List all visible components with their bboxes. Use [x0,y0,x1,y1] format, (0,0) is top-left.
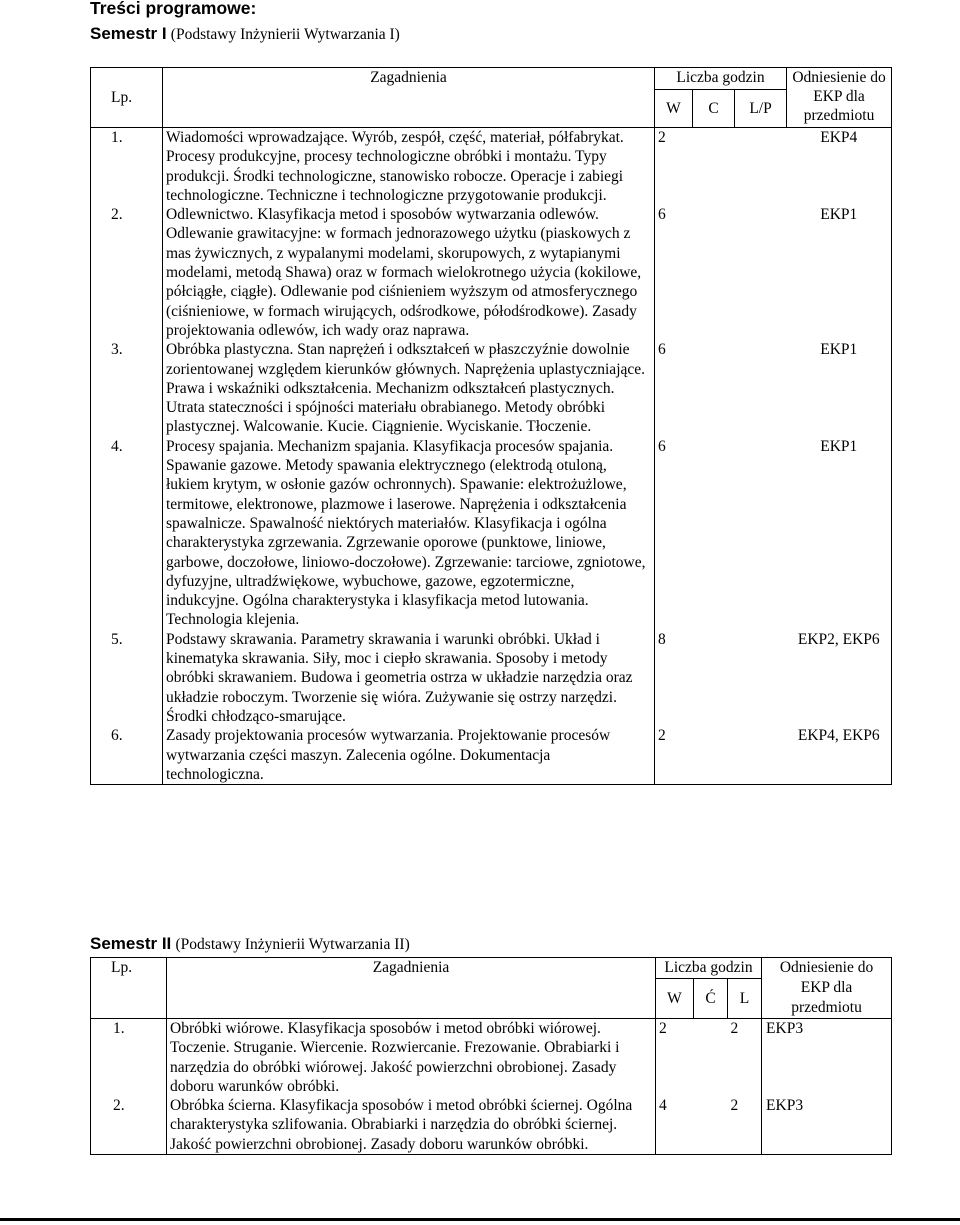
row-ekp-ref: EKP1 [787,205,892,340]
row-hours-c [693,726,735,784]
c-header: Ć [694,978,728,1018]
row-number: 5. [91,630,163,726]
topics-header-cont [163,90,655,128]
bottom-rule [0,1218,960,1221]
table-row [91,1096,892,1154]
semester-2-table [90,957,892,1155]
semester-1-subtitle: (Podstawy Inżynierii Wytwarzania I) [170,26,400,43]
row-number: 1. [91,1019,167,1097]
table-row [91,340,892,436]
lp-header: Lp. [91,68,163,128]
ref-header: Odniesienie do EKP dla przedmiotu [762,958,892,1019]
semester-2-subtitle: (Podstawy Inżynierii Wytwarzania II) [175,936,410,953]
table-row [91,1019,892,1097]
row-ekp-ref: EKP4, EKP6 [787,726,892,784]
table-row [91,128,892,206]
row-ekp-ref: EKP3 [762,1019,892,1097]
row-number: 2. [91,205,163,340]
row-hours-c [693,205,735,340]
semester-2-title [90,934,410,954]
row-ekp-ref: EKP3 [762,1096,892,1154]
row-hours-l [735,726,787,784]
row-hours-c [693,340,735,436]
c-header: C [693,90,735,128]
hours-header: Liczba godzin [656,958,762,979]
row-number: 6. [91,726,163,784]
row-topic: Podstawy skrawania. Parametry skrawania i warunki obróbki. Układ i kinematyka skrawania. Siły, moc i ciepło skrawania. Sposoby i metody obróbki skrawaniem. Budowa i geometria ostrza w układzie narzędzia oraz układzie roboczym. Tworzenie się wióra. Zużywanie się ostrzy narzędzi. Środki chłodząco-smarujące. [163,630,655,726]
row-number: 3. [91,340,163,436]
row-number: 2. [91,1096,167,1154]
row-hours-c [694,1019,728,1097]
lp-header: Lp. [91,958,167,1019]
row-hours-l [735,630,787,726]
semester-1-label: Semestr I [90,24,167,43]
row-hours-c [693,630,735,726]
w-header: W [655,90,693,128]
semester-1-title [90,24,400,44]
row-topic: Wiadomości wprowadzające. Wyrób, zespół, część, materiał, półfabrykat. Procesy produkcyjne, procesy technologiczne obróbki i montażu. Typy produkcji. Środki technologiczne, stanowisko robocze. Operacje i zabiegi technologiczne. Techniczne i technologiczne przygotowanie produkcji. [163,128,655,206]
page-heading: Treści programowe: [90,0,257,18]
header-subrow [91,90,892,128]
row-hours-w: 6 [655,437,693,630]
table-row [91,205,892,340]
row-hours-l [735,128,787,206]
row-hours-l: 2 [728,1019,762,1097]
row-hours-w: 6 [655,205,693,340]
hours-header: Liczba godzin [655,68,787,90]
table-row [91,630,892,726]
row-number: 4. [91,437,163,630]
table-row [91,726,892,784]
row-topic: Obróbka plastyczna. Stan naprężeń i odkształceń w płaszczyźnie dowolnie zorientowanej względem kierunków głównych. Naprężenia uplastyczniające. Prawa i wskaźniki odkształcenia. Mechanizm odkształceń plastycznych. Utrata stateczności i spójności materiału obrabianego. Metody obróbki plastycznej. Walcowanie. Kucie. Ciągnienie. Wyciskanie. Tłoczenie. [163,340,655,436]
row-number: 1. [91,128,163,206]
header-row [91,68,892,90]
row-ekp-ref: EKP4 [787,128,892,206]
semester-2-rows [91,1019,892,1155]
row-ekp-ref: EKP2, EKP6 [787,630,892,726]
row-hours-w: 8 [655,630,693,726]
row-ekp-ref: EKP1 [787,437,892,630]
row-topic: Zasady projektowania procesów wytwarzania. Projektowanie procesów wytwarzania części maszyn. Zalecenia ogólne. Dokumentacja technologiczna. [163,726,655,784]
ref-header: Odniesienie do EKP dla przedmiotu [787,68,892,128]
header-row [91,958,892,979]
row-hours-l [735,205,787,340]
row-hours-l [735,340,787,436]
topics-header: Zagadnienia [167,958,656,1019]
row-hours-w: 2 [655,726,693,784]
row-hours-w: 6 [655,340,693,436]
semester-1-table [90,67,892,785]
row-ekp-ref: EKP1 [787,340,892,436]
row-hours-l [735,437,787,630]
row-hours-c [694,1096,728,1154]
row-topic: Odlewnictwo. Klasyfikacja metod i sposobów wytwarzania odlewów. Odlewanie grawitacyjne: w formach jednorazowego użytku (piaskowych z mas żywicznych, z wypalanymi modelami, skorupowych, z wytapianymi modelami, metodą Shawa) oraz w formach wielokrotnego użycia (kokilowe, półciągłe, ciągłe). Odlewanie pod ciśnieniem wyższym od atmosferycznego (ciśnieniowe, w formach wirujących, odśrodkowe, półodśrodkowe). Zasady projektowania odlewów, ich wady oraz naprawa. [163,205,655,340]
row-hours-c [693,437,735,630]
w-header: W [656,978,694,1018]
row-topic: Procesy spajania. Mechanizm spajania. Klasyfikacja procesów spajania. Spawanie gazowe. Metody spawania elektrycznego (elektrodą otuloną, łukiem krytym, w osłonie gazów ochronnych). Spawanie: elektrożużlowe, termitowe, elektronowe, plazmowe i laserowe. Naprężenia i odkształcenia spawalnicze. Spawalność niektórych materiałów. Klasyfikacja i ogólna charakterystyka zgrzewania. Zgrzewanie oporowe (punktowe, liniowe, garbowe, doczołowe, liniowo-doczołowe). Zgrzewanie: tarciowe, zgniotowe, dyfuzyjne, ultradźwiękowe, wybuchowe, gazowe, egzotermiczne, indukcyjne. Ogólna charakterystyka i klasyfikacja metod lutowania. Technologia klejenia. [163,437,655,630]
row-hours-c [693,128,735,206]
row-hours-l: 2 [728,1096,762,1154]
table-row [91,437,892,630]
row-hours-w: 4 [656,1096,694,1154]
lp-col-header: L/P [735,90,787,128]
row-topic: Obróbka ścierna. Klasyfikacja sposobów i metod obróbki ściernej. Ogólna charakterystyka szlifowania. Obrabiarki i narzędzia do obróbki ściernej. Jakość powierzchni obrobionej. Zasady doboru warunków obróbki. [167,1096,656,1154]
l-header: L [728,978,762,1018]
row-topic: Obróbki wiórowe. Klasyfikacja sposobów i metod obróbki wiórowej. Toczenie. Struganie. Wiercenie. Rozwiercanie. Frezowanie. Obrabiarki i narzędzia do obróbki wiórowej. Jakość powierzchni obrobionej. Zasady doboru warunków obróbki. [167,1019,656,1097]
semester-1-rows [91,128,892,785]
row-hours-w: 2 [656,1019,694,1097]
row-hours-w: 2 [655,128,693,206]
topics-header: Zagadnienia [163,68,655,90]
semester-2-label: Semestr II [90,934,172,953]
